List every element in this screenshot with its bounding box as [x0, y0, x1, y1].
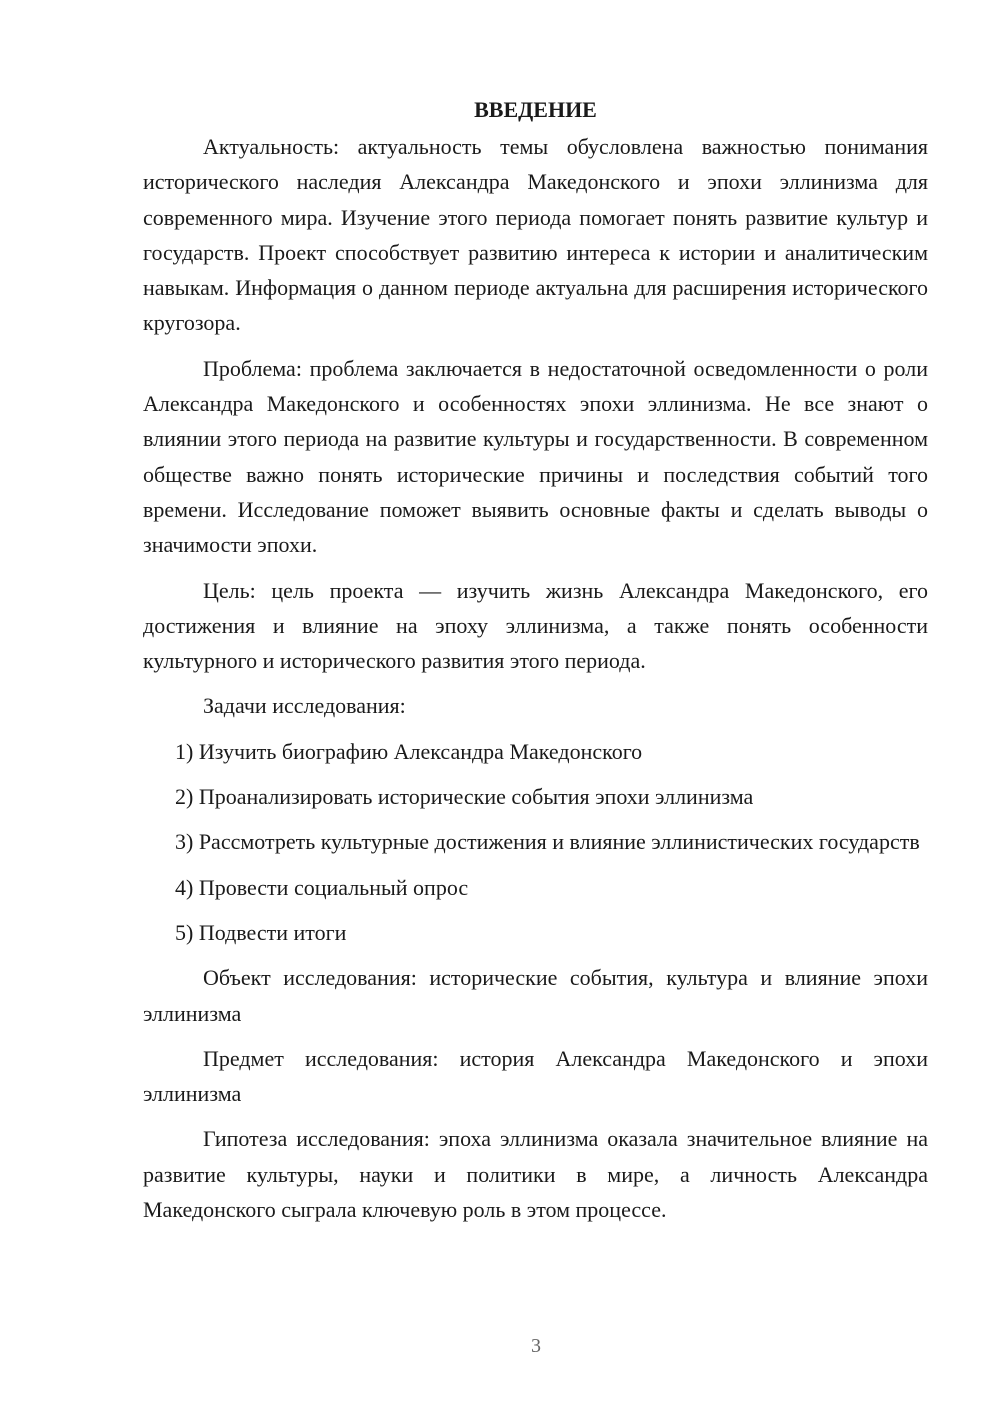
document-title: ВВЕДЕНИЕ: [474, 97, 597, 122]
goal-paragraph: Цель: цель проекта — изучить жизнь Александра Македонского, его достижения и влияние на эпоху эллинизма, а также понять особенности культурного и исторического развития этого периода.: [143, 577, 928, 674]
page-number: 3: [531, 1335, 541, 1357]
object-paragraph: Объект исследования: исторические события, культура и влияние эпохи эллинизма: [143, 965, 928, 1026]
task-item: 5) Подвести итоги: [175, 919, 347, 945]
task-item: 1) Изучить биографию Александра Македонского: [175, 738, 643, 764]
task-item: 2) Проанализировать исторические события эпохи эллинизма: [175, 784, 754, 810]
task-item: 4) Провести социальный опрос: [175, 874, 469, 900]
problem-paragraph: Проблема: проблема заключается в недостаточной осведомленности о роли Александра Македонского и особенностях эпохи эллинизма. Не все знают о влиянии этого периода на развитие культуры и государственности. В современном обществе важно понять исторические причины и последствия событий того времени. Исследование поможет выявить основные факты и сделать выводы о значимости эпохи.: [143, 355, 928, 558]
task-item: 3) Рассмотреть культурные достижения и влияние эллинистических государств: [175, 829, 920, 855]
document-page: [143, 92, 928, 1237]
hypothesis-paragraph: Гипотеза исследования: эпоха эллинизма оказала значительное влияние на развитие культуры, науки и политики в мире, а личность Александра Македонского сыграла ключевую роль в этом процессе.: [143, 1126, 928, 1223]
tasks-list: [143, 734, 928, 950]
tasks-heading: Задачи исследования:: [203, 693, 406, 719]
subject-paragraph: Предмет исследования: история Александра Македонского и эпохи эллинизма: [143, 1045, 928, 1107]
relevance-paragraph: Актуальность: актуальность темы обусловлена важностью понимания исторического наследия Александра Македонского и эпохи эллинизма для современного мира. Изучение этого периода помогает понять развитие культур и государств. Проект способствует развитию интереса к истории и аналитическим навыкам. Информация о данном периоде актуальна для расширения исторического кругозора.: [143, 134, 928, 336]
